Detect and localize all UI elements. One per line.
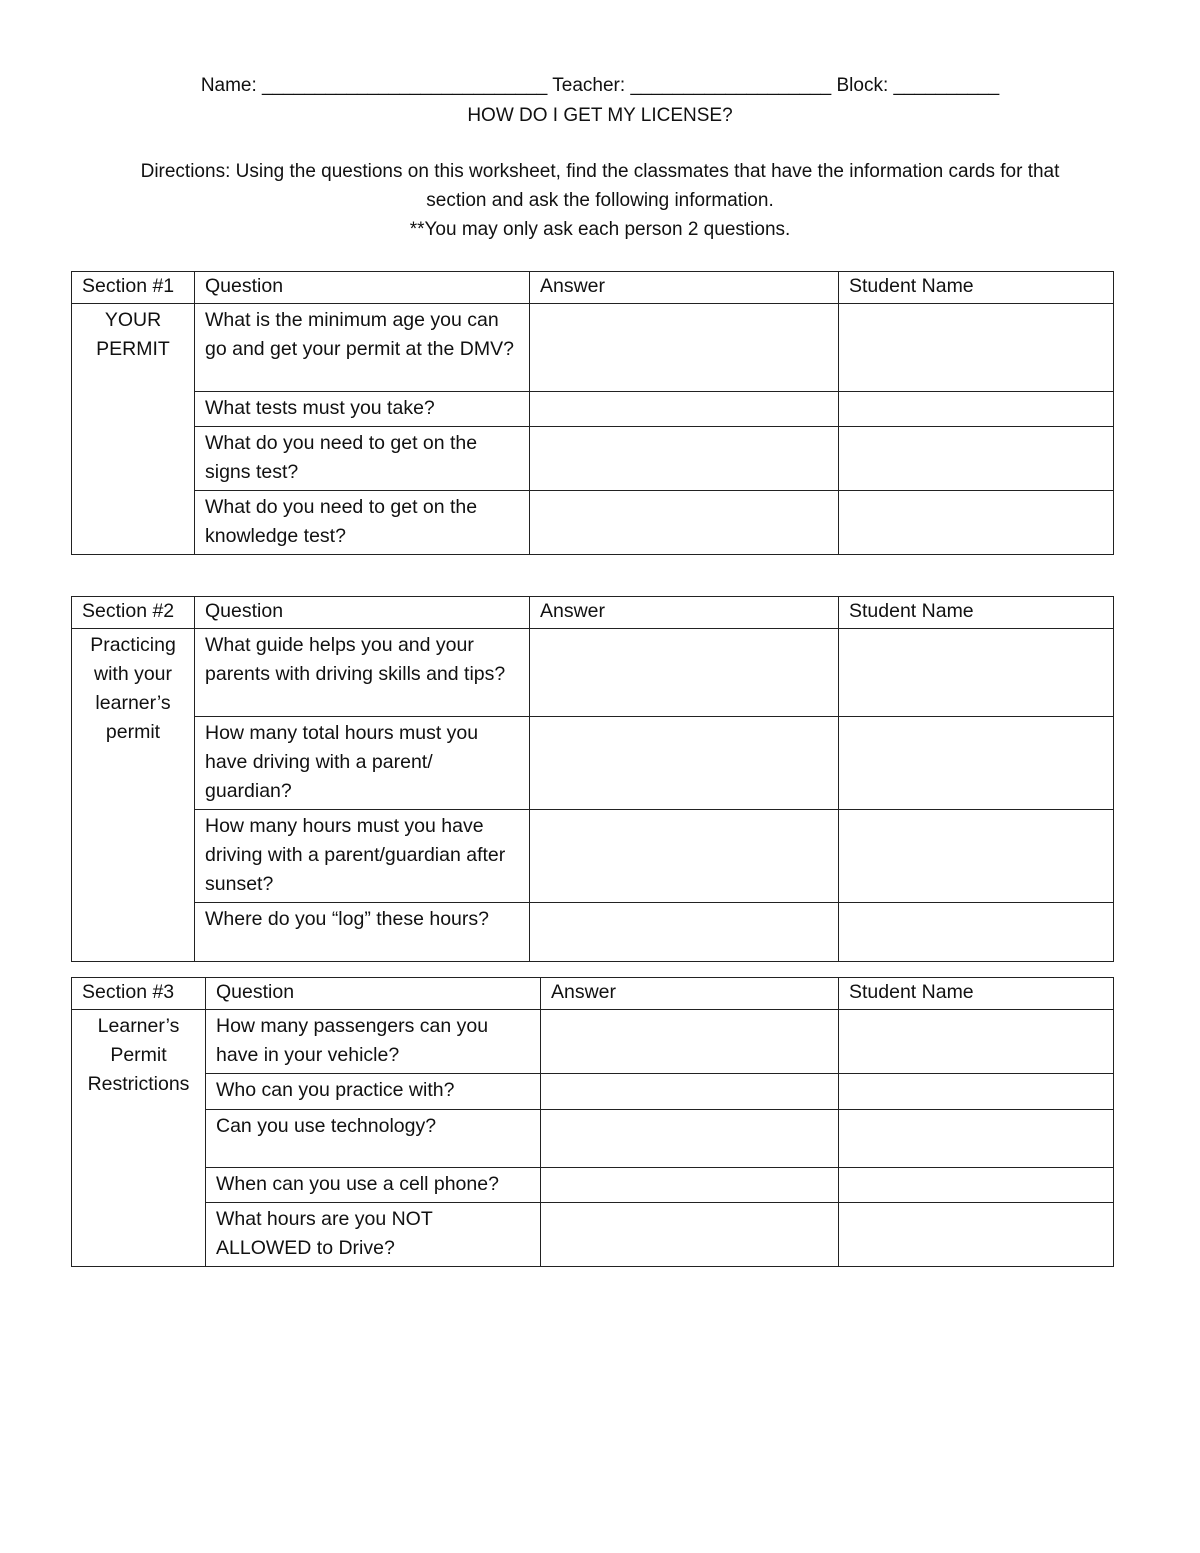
question-header: Question	[206, 978, 541, 1010]
student-name-field[interactable]	[839, 491, 1114, 555]
directions-note: **You may only ask each person 2 questions.	[409, 219, 791, 240]
section-1-table	[71, 271, 1114, 555]
section-title: Practicing with your learner’s permit	[72, 629, 195, 962]
section-label: Section #1	[72, 272, 195, 304]
question-cell: What do you need to get on the signs test?	[195, 427, 530, 491]
section-1-header-row	[72, 272, 1114, 304]
table-row	[72, 810, 1114, 903]
question-cell: How many passengers can you have in your vehicle?	[206, 1010, 541, 1074]
question-cell: When can you use a cell phone?	[206, 1168, 541, 1203]
answer-field[interactable]	[541, 1168, 839, 1203]
answer-header: Answer	[541, 978, 839, 1010]
question-cell: What hours are you NOT ALLOWED to Drive?	[206, 1203, 541, 1267]
table-row	[72, 1110, 1114, 1168]
question-header: Question	[195, 597, 530, 629]
section-3-header-row	[72, 978, 1114, 1010]
worksheet-title: HOW DO I GET MY LICENSE?	[467, 105, 733, 126]
answer-field[interactable]	[541, 1110, 839, 1168]
answer-header: Answer	[530, 272, 839, 304]
student-name-field[interactable]	[839, 810, 1114, 903]
student-name-field[interactable]	[839, 717, 1114, 810]
question-cell: What is the minimum age you can go and get your permit at the DMV?	[195, 304, 530, 392]
table-row	[72, 629, 1114, 717]
table-row	[72, 903, 1114, 962]
directions-line-1: Directions: Using the questions on this worksheet, find the classmates that have the information cards for that	[140, 161, 1060, 182]
table-row	[72, 1168, 1114, 1203]
table-row	[72, 1074, 1114, 1110]
question-cell: Who can you practice with?	[206, 1074, 541, 1110]
student-name-field[interactable]	[839, 1010, 1114, 1074]
student-name-header: Student Name	[839, 597, 1114, 629]
section-2-header-row	[72, 597, 1114, 629]
answer-header: Answer	[530, 597, 839, 629]
table-row	[72, 1010, 1114, 1074]
student-name-field[interactable]	[839, 1110, 1114, 1168]
table-row	[72, 717, 1114, 810]
table-row	[72, 491, 1114, 555]
question-cell: Can you use technology?	[206, 1110, 541, 1168]
answer-field[interactable]	[530, 304, 839, 392]
question-header: Question	[195, 272, 530, 304]
section-title: Learner’s Permit Restrictions	[72, 1010, 206, 1267]
answer-field[interactable]	[530, 717, 839, 810]
table-row	[72, 304, 1114, 392]
section-3-table	[71, 977, 1114, 1267]
answer-field[interactable]	[541, 1010, 839, 1074]
table-row	[72, 427, 1114, 491]
question-cell: Where do you “log” these hours?	[195, 903, 530, 962]
question-cell: How many total hours must you have driving with a parent/ guardian?	[195, 717, 530, 810]
question-cell: How many hours must you have driving with a parent/guardian after sunset?	[195, 810, 530, 903]
section-label: Section #3	[72, 978, 206, 1010]
question-cell: What tests must you take?	[195, 392, 530, 427]
student-name-field[interactable]	[839, 392, 1114, 427]
section-title: YOUR PERMIT	[72, 304, 195, 555]
student-name-field[interactable]	[839, 903, 1114, 962]
student-name-field[interactable]	[839, 629, 1114, 717]
question-cell: What do you need to get on the knowledge test?	[195, 491, 530, 555]
answer-field[interactable]	[530, 903, 839, 962]
student-name-header: Student Name	[839, 272, 1114, 304]
student-name-field[interactable]	[839, 304, 1114, 392]
name-teacher-block-line: Name: ___________________________ Teacher: ___________________ Block: __________	[200, 75, 1000, 96]
table-row	[72, 1203, 1114, 1267]
answer-field[interactable]	[541, 1074, 839, 1110]
answer-field[interactable]	[530, 427, 839, 491]
answer-field[interactable]	[530, 491, 839, 555]
answer-field[interactable]	[530, 629, 839, 717]
question-cell: What guide helps you and your parents with driving skills and tips?	[195, 629, 530, 717]
directions-line-2: section and ask the following information.	[426, 190, 774, 211]
answer-field[interactable]	[541, 1203, 839, 1267]
student-name-header: Student Name	[839, 978, 1114, 1010]
student-name-field[interactable]	[839, 1074, 1114, 1110]
student-name-field[interactable]	[839, 1168, 1114, 1203]
student-name-field[interactable]	[839, 427, 1114, 491]
student-name-field[interactable]	[839, 1203, 1114, 1267]
answer-field[interactable]	[530, 392, 839, 427]
table-row	[72, 392, 1114, 427]
answer-field[interactable]	[530, 810, 839, 903]
section-2-table	[71, 596, 1114, 962]
section-label: Section #2	[72, 597, 195, 629]
